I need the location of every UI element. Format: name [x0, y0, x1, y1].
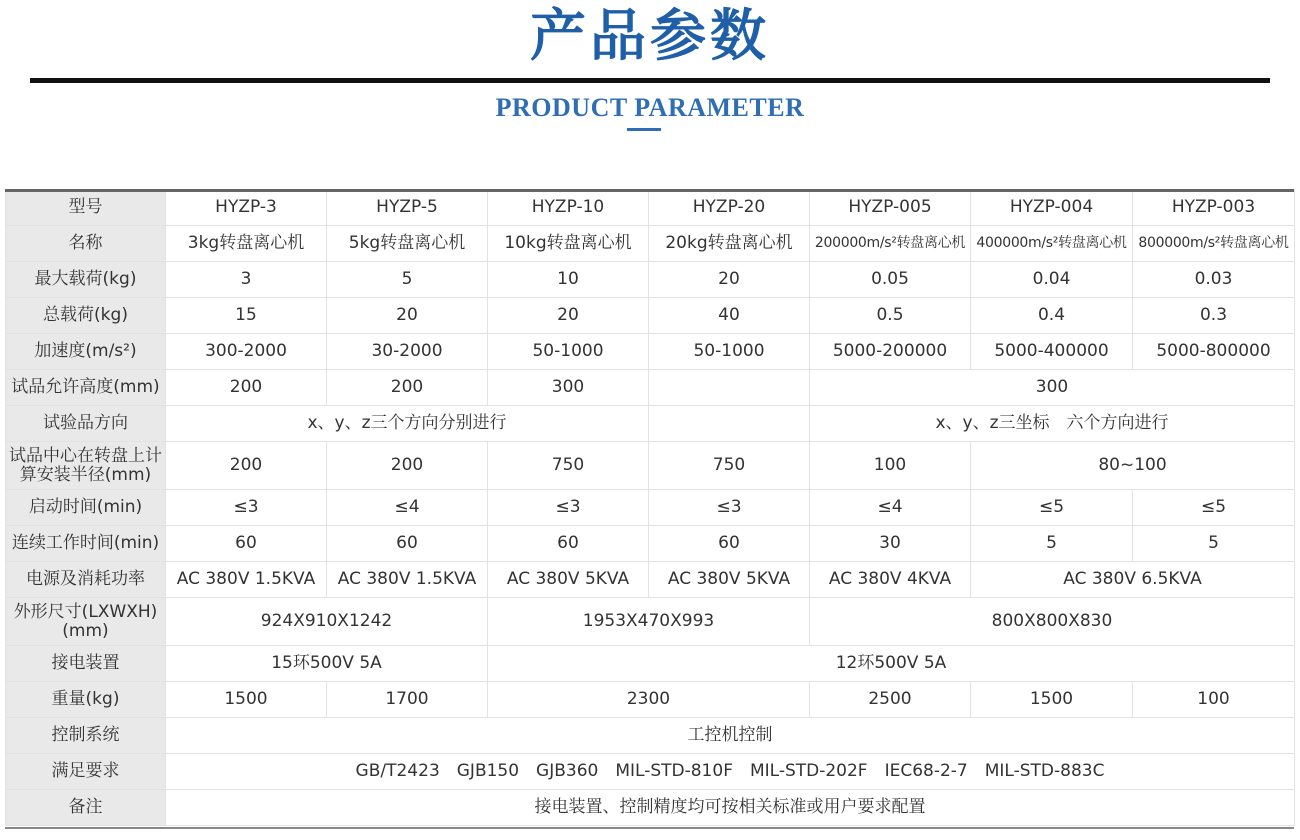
- table-cell: 60: [488, 526, 649, 562]
- table-cell: ≤3: [649, 490, 810, 526]
- table-row: [6, 406, 1295, 442]
- table-cell: ≤5: [971, 490, 1133, 526]
- table-cell: 300-2000: [166, 334, 327, 370]
- table-row: [6, 262, 1295, 298]
- model-cell: HYZP-20: [649, 190, 810, 226]
- page-title: 产品参数: [530, 4, 770, 69]
- row-label: 试验品方向: [6, 406, 166, 442]
- table-cell: 0.3: [1133, 298, 1295, 334]
- table-cell: AC 380V 1.5KVA: [327, 562, 488, 598]
- table-cell: 15: [166, 298, 327, 334]
- row-label: 总载荷(kg): [6, 298, 166, 334]
- table-cell: ≤3: [166, 490, 327, 526]
- table-cell: 工控机控制: [166, 718, 1295, 754]
- model-cell: HYZP-005: [810, 190, 971, 226]
- table-cell: 5000-400000: [971, 334, 1133, 370]
- table-row: [6, 490, 1295, 526]
- table-cell: 924X910X1242: [166, 598, 488, 646]
- table-row: [6, 298, 1295, 334]
- table-row: [6, 442, 1295, 490]
- table-row: [6, 646, 1295, 682]
- table-cell: 接电装置、控制精度均可按相关标准或用户要求配置: [166, 790, 1295, 826]
- row-label: 控制系统: [6, 718, 166, 754]
- table-cell: x、y、z三个方向分别进行: [166, 406, 649, 442]
- row-label: 电源及消耗功率: [6, 562, 166, 598]
- row-label: 加速度(m/s²): [6, 334, 166, 370]
- table-cell: 800X800X830: [810, 598, 1295, 646]
- table-cell: 50-1000: [649, 334, 810, 370]
- title-divider: [30, 78, 1270, 83]
- table-cell: 3: [166, 262, 327, 298]
- model-cell: HYZP-003: [1133, 190, 1295, 226]
- row-label: 外形尺寸(LXWXH)(mm): [6, 598, 166, 646]
- row-label: 型号: [6, 190, 166, 226]
- table-cell: 0.5: [810, 298, 971, 334]
- row-label: 重量(kg): [6, 682, 166, 718]
- table-cell: 100: [1133, 682, 1295, 718]
- table-cell: 10kg转盘离心机: [488, 226, 649, 262]
- subtitle-accent-bar: [627, 128, 661, 131]
- table-cell: 0.05: [810, 262, 971, 298]
- table-cell: 200: [166, 370, 327, 406]
- table-row: [6, 562, 1295, 598]
- table-row: [6, 526, 1295, 562]
- row-label: 试品允许高度(mm): [6, 370, 166, 406]
- table-row: [6, 754, 1295, 790]
- table-cell: 60: [327, 526, 488, 562]
- model-cell: HYZP-5: [327, 190, 488, 226]
- table-cell: x、y、z三坐标 六个方向进行: [810, 406, 1295, 442]
- table-cell: 300: [810, 370, 1295, 406]
- table-cell: 50-1000: [488, 334, 649, 370]
- table-cell: 20kg转盘离心机: [649, 226, 810, 262]
- table-cell: [649, 370, 810, 406]
- row-label: 启动时间(min): [6, 490, 166, 526]
- table-cell: 40: [649, 298, 810, 334]
- table-row: [6, 682, 1295, 718]
- table-cell: 5000-200000: [810, 334, 971, 370]
- row-label: 备注: [6, 790, 166, 826]
- table-row: [6, 718, 1295, 754]
- table-cell: 5: [1133, 526, 1295, 562]
- table-cell: 200: [327, 442, 488, 490]
- table-cell: 100: [810, 442, 971, 490]
- table-cell: 400000m/s²转盘离心机: [971, 226, 1133, 262]
- table-cell: ≤4: [327, 490, 488, 526]
- table-cell: 5: [971, 526, 1133, 562]
- table-cell: AC 380V 4KVA: [810, 562, 971, 598]
- table-cell: 5: [327, 262, 488, 298]
- table-cell: 60: [649, 526, 810, 562]
- table-cell: AC 380V 1.5KVA: [166, 562, 327, 598]
- table-cell: 0.04: [971, 262, 1133, 298]
- table-cell: ≤3: [488, 490, 649, 526]
- model-cell: HYZP-004: [971, 190, 1133, 226]
- table-cell: 5000-800000: [1133, 334, 1295, 370]
- table-cell: 2500: [810, 682, 971, 718]
- row-label: 满足要求: [6, 754, 166, 790]
- table-cell: 20: [327, 298, 488, 334]
- table-cell: AC 380V 5KVA: [488, 562, 649, 598]
- table-row: [6, 790, 1295, 826]
- table-cell: 300: [488, 370, 649, 406]
- table-row: [6, 598, 1295, 646]
- table-cell: 20: [649, 262, 810, 298]
- table-cell: 1700: [327, 682, 488, 718]
- table-cell: [649, 406, 810, 442]
- table-cell: 200000m/s²转盘离心机: [810, 226, 971, 262]
- row-label: 名称: [6, 226, 166, 262]
- table-cell: ≤5: [1133, 490, 1295, 526]
- table-row: [6, 370, 1295, 406]
- table-cell: 12环500V 5A: [488, 646, 1295, 682]
- table-cell: 3kg转盘离心机: [166, 226, 327, 262]
- table-cell: 200: [327, 370, 488, 406]
- table-cell: 0.03: [1133, 262, 1295, 298]
- table-row: [6, 190, 1295, 226]
- row-label: 接电装置: [6, 646, 166, 682]
- table-cell: ≤4: [810, 490, 971, 526]
- row-label: 连续工作时间(min): [6, 526, 166, 562]
- table-cell: 60: [166, 526, 327, 562]
- table-cell: GB/T2423 GJB150 GJB360 MIL-STD-810F MIL-STD-202F IEC68-2-7 MIL-STD-883C: [166, 754, 1295, 790]
- table-cell: 800000m/s²转盘离心机: [1133, 226, 1295, 262]
- table-cell: 1500: [166, 682, 327, 718]
- parameter-table: [5, 189, 1295, 826]
- table-cell: 750: [649, 442, 810, 490]
- table-cell: AC 380V 6.5KVA: [971, 562, 1295, 598]
- table-cell: 20: [488, 298, 649, 334]
- table-row: [6, 226, 1295, 262]
- page-subtitle: PRODUCT PARAMETER: [495, 93, 805, 122]
- model-cell: HYZP-3: [166, 190, 327, 226]
- table-cell: 1953X470X993: [488, 598, 810, 646]
- table-cell: 15环500V 5A: [166, 646, 488, 682]
- table-cell: 30-2000: [327, 334, 488, 370]
- table-cell: 2300: [488, 682, 810, 718]
- table-cell: 30: [810, 526, 971, 562]
- table-cell: 0.4: [971, 298, 1133, 334]
- table-cell: 200: [166, 442, 327, 490]
- table-cell: 5kg转盘离心机: [327, 226, 488, 262]
- row-label: 最大载荷(kg): [6, 262, 166, 298]
- table-cell: AC 380V 5KVA: [649, 562, 810, 598]
- table-cell: 750: [488, 442, 649, 490]
- table-cell: 1500: [971, 682, 1133, 718]
- model-cell: HYZP-10: [488, 190, 649, 226]
- row-label: 试品中心在转盘上计算安装半径(mm): [6, 442, 166, 490]
- table-cell: 10: [488, 262, 649, 298]
- table-cell: 80~100: [971, 442, 1295, 490]
- table-row: [6, 334, 1295, 370]
